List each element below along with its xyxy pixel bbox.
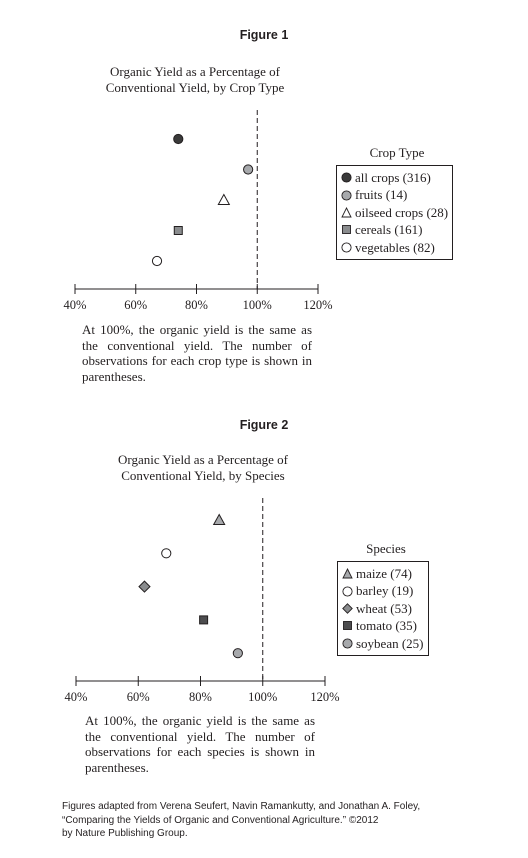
x-tick-label: 100% bbox=[242, 298, 272, 312]
x-tick-label: 100% bbox=[248, 690, 278, 704]
credit-line-1: Figures adapted from Verena Seufert, Navin Ramankutty, and Jonathan A. Foley, bbox=[62, 801, 421, 812]
credit-line-2: “Comparing the Yields of Organic and Conventional Agriculture.” ©2012 bbox=[62, 814, 379, 826]
x-tick-label: 80% bbox=[185, 298, 208, 312]
gray-triangle-icon bbox=[342, 568, 353, 579]
legend-label: fruits (14) bbox=[355, 187, 408, 203]
data-point bbox=[162, 549, 171, 558]
legend-label: barley (19) bbox=[356, 583, 414, 599]
figure-1-note: At 100%, the organic yield is the same as the conventional yield. The number of observations for each crop type is shown in parentheses. bbox=[82, 322, 312, 384]
x-tick-label: 40% bbox=[64, 690, 88, 704]
gray-diamond-icon bbox=[342, 603, 353, 614]
figure-1-title-line-1: Organic Yield as a Percentage of bbox=[109, 64, 280, 79]
open-circle-icon bbox=[342, 586, 353, 597]
figure-2-label: Figure 2 bbox=[239, 418, 289, 432]
x-tick-label: 120% bbox=[310, 690, 340, 704]
legend-label: all crops (316) bbox=[355, 170, 431, 185]
dark-square-icon bbox=[342, 620, 353, 631]
legend-item-wheat bbox=[342, 600, 424, 617]
figure-2-title-line-1: Organic Yield as a Percentage of bbox=[117, 452, 288, 467]
legend-item-soybean bbox=[342, 635, 424, 652]
x-tick-label: 120% bbox=[303, 298, 333, 312]
figure-1-label: Figure 1 bbox=[239, 28, 289, 42]
legend-item-tomato bbox=[342, 617, 424, 634]
legend-label: wheat (53) bbox=[356, 600, 412, 616]
figure-credit bbox=[62, 800, 462, 841]
legend-label: oilseed crops (28) bbox=[355, 204, 449, 220]
figure-2-title-line-2: Conventional Yield, by Species bbox=[121, 468, 285, 483]
data-point bbox=[214, 515, 225, 525]
figure-1-legend-title: Crop Type bbox=[369, 145, 425, 160]
figure-2-legend-title: Species bbox=[366, 541, 406, 556]
legend-item-barley bbox=[342, 582, 424, 599]
data-point bbox=[233, 649, 242, 658]
legend-label: maize (74) bbox=[356, 566, 412, 581]
legend-label: soybean (25) bbox=[356, 635, 424, 651]
data-point bbox=[139, 581, 150, 592]
credit-line-3: by Nature Publishing Group. bbox=[62, 828, 188, 839]
figure-2-note: At 100%, the organic yield is the same as the conventional yield. The number of observations for each species is shown in parentheses. bbox=[85, 713, 315, 775]
legend-item-maize bbox=[342, 565, 424, 582]
legend-label: vegetables (82) bbox=[355, 239, 435, 255]
figure-1-title-line-2: Conventional Yield, by Crop Type bbox=[105, 80, 285, 95]
data-point bbox=[200, 616, 208, 624]
x-tick-label: 40% bbox=[63, 298, 87, 312]
x-tick-label: 60% bbox=[124, 298, 148, 312]
legend-label: tomato (35) bbox=[356, 618, 418, 634]
gray-circle-icon bbox=[342, 638, 353, 649]
figure-2-legend bbox=[337, 561, 429, 656]
x-tick-label: 80% bbox=[189, 690, 212, 704]
x-tick-label: 60% bbox=[126, 690, 150, 704]
legend-label: cereals (161) bbox=[355, 222, 423, 238]
